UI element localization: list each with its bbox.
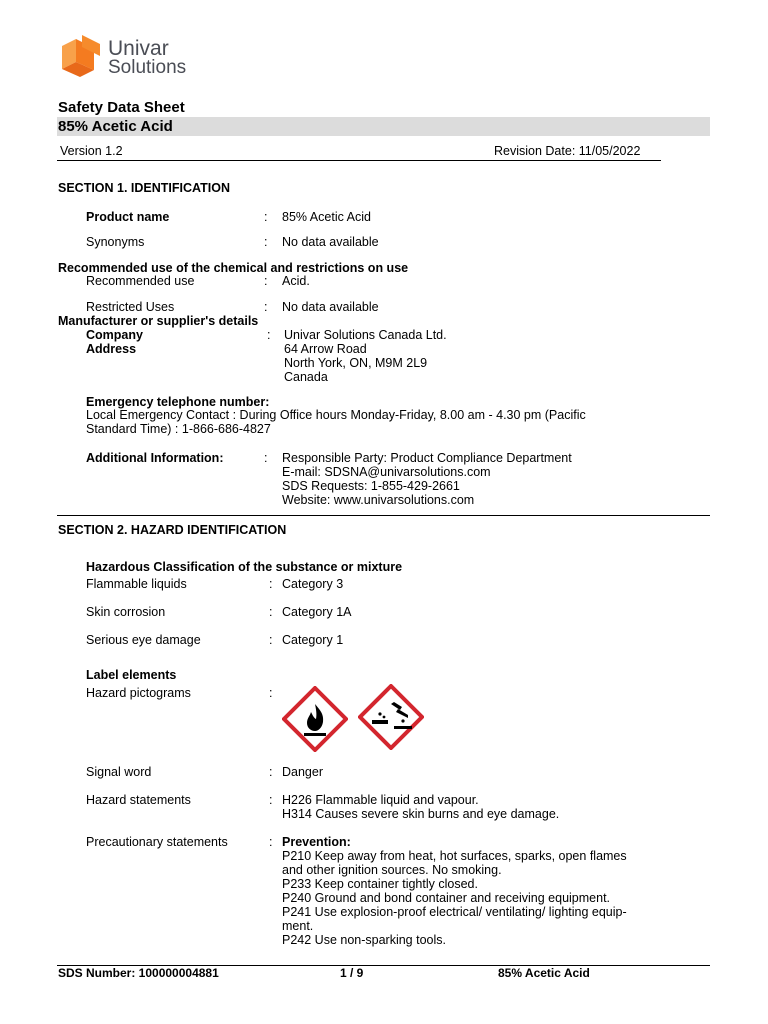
additional-info-line: SDS Requests: 1-855-429-2661 (282, 479, 460, 493)
colon: : (264, 274, 268, 288)
section-divider (57, 515, 710, 516)
restricted-uses-label: Restricted Uses (86, 300, 175, 314)
recommended-use-heading: Recommended use of the chemical and restrictions on use (58, 261, 409, 275)
univar-logo (60, 32, 106, 78)
colon: : (269, 633, 273, 647)
address-line: 64 Arrow Road (284, 342, 367, 356)
corrosion-pictogram-icon (358, 684, 424, 750)
eye-damage-label: Serious eye damage (86, 633, 201, 647)
restricted-uses-value: No data available (282, 300, 379, 314)
univar-logo-icon (60, 32, 106, 78)
emergency-line: Local Emergency Contact : During Office hours Monday-Friday, 8.00 am - 4.30 pm (Pacific (86, 408, 586, 422)
prevention-line: P233 Keep container tightly closed. (282, 877, 478, 891)
section2-heading: SECTION 2. HAZARD IDENTIFICATION (58, 523, 287, 537)
colon: : (269, 793, 273, 807)
additional-info-line: Website: www.univarsolutions.com (282, 493, 475, 507)
footer-product: 85% Acetic Acid (498, 966, 590, 980)
address-block (284, 342, 427, 384)
signal-word-label: Signal word (86, 765, 152, 779)
colon: : (269, 765, 273, 779)
colon: : (269, 605, 273, 619)
prevention-line: P242 Use non-sparking tools. (282, 933, 446, 947)
colon: : (264, 235, 268, 249)
document-title: Safety Data Sheet (58, 99, 185, 116)
emergency-block (86, 408, 586, 436)
flammable-liquids-label: Flammable liquids (86, 577, 187, 591)
brand-subname: Solutions (108, 57, 187, 78)
colon: : (264, 300, 268, 314)
emergency-heading: Emergency telephone number: (86, 395, 270, 409)
revision-date: Revision Date: 11/05/2022 (494, 144, 641, 158)
recommended-use-value: Acid. (282, 274, 310, 288)
additional-info-block (282, 451, 572, 507)
additional-info-line: E-mail: SDSNA@univarsolutions.com (282, 465, 491, 479)
label-elements-heading: Label elements (86, 668, 177, 682)
colon: : (267, 328, 271, 342)
signal-word-value: Danger (282, 765, 323, 779)
address-line: Canada (284, 370, 328, 384)
flammable-liquids-value: Category 3 (282, 577, 344, 591)
sds-number: SDS Number: 100000004881 (58, 966, 219, 980)
hazard-statements-block (282, 793, 559, 821)
prevention-block (282, 849, 627, 947)
prevention-line: and other ignition sources. No smoking. (282, 863, 502, 877)
colon: : (269, 835, 273, 849)
manufacturer-heading: Manufacturer or supplier's details (58, 314, 259, 328)
skin-corrosion-label: Skin corrosion (86, 605, 166, 619)
colon: : (269, 577, 273, 591)
colon: : (264, 451, 268, 465)
additional-info-line: Responsible Party: Product Compliance Department (282, 451, 572, 465)
address-line: North York, ON, M9M 2L9 (284, 356, 428, 370)
page-number: 1 / 9 (340, 966, 364, 980)
brand-name: Univar (108, 37, 169, 60)
classification-heading: Hazardous Classification of the substance or mixture (86, 560, 403, 574)
prevention-line: P210 Keep away from heat, hot surfaces, sparks, open flames (282, 849, 627, 863)
product-name-value: 85% Acetic Acid (282, 210, 371, 224)
emergency-line: Standard Time) : 1-866-686-4827 (86, 422, 271, 436)
address-label: Address (86, 342, 137, 356)
additional-info-label: Additional Information: (86, 451, 224, 465)
version: Version 1.2 (60, 144, 123, 158)
section1-heading: SECTION 1. IDENTIFICATION (58, 181, 230, 195)
eye-damage-value: Category 1 (282, 633, 344, 647)
synonyms-value: No data available (282, 235, 379, 249)
company-label: Company (86, 328, 143, 342)
prevention-line: P240 Ground and bond container and receiving equipment. (282, 891, 611, 905)
header-divider (57, 160, 661, 161)
recommended-use-label: Recommended use (86, 274, 195, 288)
skin-corrosion-value: Category 1A (282, 605, 352, 619)
product-name-label: Product name (86, 210, 170, 224)
precautionary-label: Precautionary statements (86, 835, 228, 849)
product-title: 85% Acetic Acid (58, 118, 173, 135)
colon: : (269, 686, 273, 700)
hazard-statements-label: Hazard statements (86, 793, 191, 807)
hazard-pictograms-label: Hazard pictograms (86, 686, 191, 700)
hazard-statement: H314 Causes severe skin burns and eye damage. (282, 807, 560, 821)
company-value: Univar Solutions Canada Ltd. (284, 328, 447, 342)
prevention-line: P241 Use explosion-proof electrical/ ventilating/ lighting equip- (282, 905, 627, 919)
synonyms-label: Synonyms (86, 235, 145, 249)
prevention-heading: Prevention: (282, 835, 351, 849)
flame-pictogram-icon (282, 686, 348, 752)
prevention-line: ment. (282, 919, 314, 933)
hazard-statement: H226 Flammable liquid and vapour. (282, 793, 479, 807)
colon: : (264, 210, 268, 224)
